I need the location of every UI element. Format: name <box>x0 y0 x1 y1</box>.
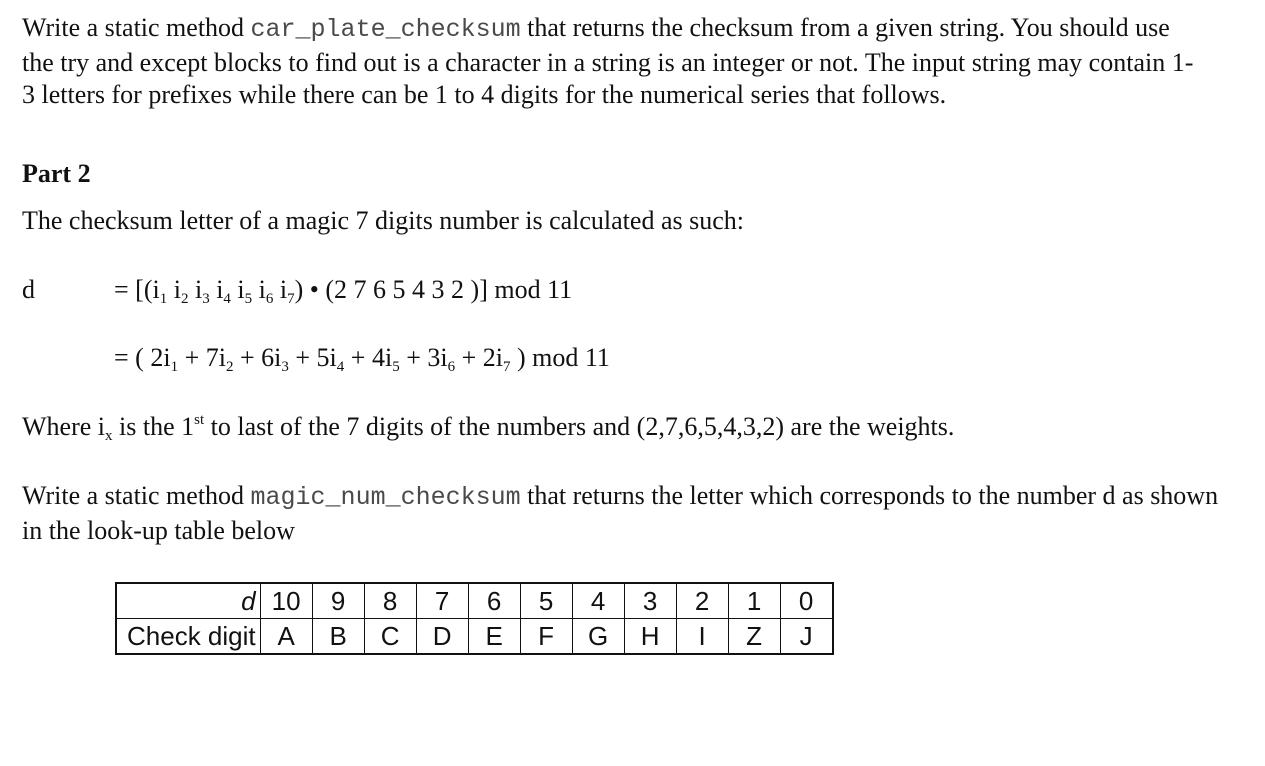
eq2-term-coef: 7 <box>205 343 219 372</box>
part2-heading: Part 2 <box>22 159 91 188</box>
table-row-check-digit <box>116 619 833 655</box>
where-text-3: to last of the 7 digits of the numbers and (2,7,6,5,4,3,2) are the weights. <box>204 412 955 441</box>
eq2-term-coef: 3 <box>427 343 441 372</box>
eq1-term-sub: 5 <box>244 291 253 307</box>
table-cell-d-value: 7 <box>416 583 468 619</box>
checksum-intro: The checksum letter of a magic 7 digits number is calculated as such: <box>22 206 744 235</box>
eq1-close: ) • (2 7 6 5 4 3 2 )] mod 11 <box>294 275 573 304</box>
table-cell-check-digit: F <box>520 619 572 655</box>
eq1-term-sub: 6 <box>265 291 274 307</box>
table-row-d <box>116 583 833 619</box>
table-cell-d-value: 6 <box>468 583 520 619</box>
eq2-term-base: i <box>495 343 503 372</box>
eq2-term-coef: 2 <box>150 343 164 372</box>
table-cell-check-digit: G <box>572 619 624 655</box>
eq1-term-sub: 4 <box>223 291 231 307</box>
method-text-end: that returns the letter which corresponds to the number d as shown in the look-up table below <box>22 481 1219 545</box>
weights-explanation <box>22 411 954 444</box>
method-name-car-plate-checksum: car_plate_checksum <box>250 15 521 44</box>
eq2-term-base: i <box>329 343 337 372</box>
table-cell-d-value: 1 <box>728 583 780 619</box>
eq1-term-base: i <box>279 275 288 304</box>
eq1-term-base: i <box>194 275 203 304</box>
equation-label-d: d <box>22 275 35 304</box>
table-cell-d-value: 9 <box>312 583 364 619</box>
where-text-2: is the 1 <box>112 412 195 441</box>
eq1-term-base: i <box>237 275 245 304</box>
eq1-term-base: i <box>216 275 224 304</box>
eq2-term-base: i <box>440 343 448 372</box>
eq2-open: = ( <box>114 343 151 372</box>
eq2-term-sub: 2 <box>225 359 234 375</box>
part1-text-start: Write a static method <box>22 13 251 42</box>
where-sub-x: x <box>105 428 113 444</box>
part2-method-paragraph <box>22 480 1222 547</box>
table-cell-check-digit: Z <box>728 619 780 655</box>
eq1-term-base: i <box>152 275 160 304</box>
table-cell-d-value: 10 <box>260 583 312 619</box>
part1-paragraph <box>22 12 1202 112</box>
eq2-term-sub: 3 <box>281 359 289 375</box>
part1-text-end: that returns the checksum from a given string. You should use the try and except blocks to find out is a character in a string is an integer or not. The input string may contain 1-3 letters for prefixes while there can be 1 to 4 digits for the numerical series that follows. <box>22 13 1194 109</box>
equation-dot-product <box>114 275 572 305</box>
eq2-term-coef: 5 <box>316 343 330 372</box>
table-header-check-digit: Check digit <box>116 619 260 655</box>
eq2-term-base: i <box>218 343 226 372</box>
table-header-d: d <box>116 583 260 619</box>
table-cell-d-value: 8 <box>364 583 416 619</box>
eq1-open: = [( <box>114 275 153 304</box>
eq2-term-base: i <box>163 343 171 372</box>
eq2-term-coef: 4 <box>371 343 385 372</box>
eq2-term-coef: 2 <box>482 343 496 372</box>
eq2-term-base: i <box>384 343 393 372</box>
eq1-term-sub: 1 <box>159 291 168 307</box>
eq2-term-sub: 1 <box>170 359 179 375</box>
equation-expanded: = ( $2i_1 + 7i_2 + 6i_3 + 5i_4 + 4i_5 + 3i_6 + 2i_7$ ) mod 11 <box>114 343 610 375</box>
table-cell-check-digit: I <box>676 619 728 655</box>
table-cell-d-value: 4 <box>572 583 624 619</box>
eq2-term-sub: 4 <box>336 359 345 375</box>
table-cell-check-digit: B <box>312 619 364 655</box>
eq2-term-sub: 5 <box>392 359 400 375</box>
eq1-term-sub: 7 <box>287 291 295 307</box>
method-name-magic-num-checksum: magic_num_checksum <box>250 483 521 512</box>
eq2-term-coef: 6 <box>261 343 275 372</box>
table-cell-d-value: 0 <box>780 583 833 619</box>
table-cell-check-digit: H <box>624 619 676 655</box>
eq2-term-sub: 7 <box>503 359 511 375</box>
table-cell-d-value: 2 <box>676 583 728 619</box>
eq2-term-base: i <box>274 343 282 372</box>
table-cell-check-digit: A <box>260 619 312 655</box>
eq1-term-base: i <box>173 275 181 304</box>
eq1-term-sub: 2 <box>180 291 189 307</box>
method-text-start: Write a static method <box>22 481 251 510</box>
where-sup-st: st <box>194 412 205 428</box>
table-cell-check-digit: E <box>468 619 520 655</box>
eq1-term-base: i <box>258 275 266 304</box>
eq1-term-sub: 3 <box>202 291 210 307</box>
where-text-1: Where i <box>22 412 106 441</box>
eq2-term-sub: 6 <box>447 359 456 375</box>
table-cell-d-value: 3 <box>624 583 676 619</box>
table-cell-d-value: 5 <box>520 583 572 619</box>
table-cell-check-digit: J <box>780 619 833 655</box>
eq2-close: ) mod 11 <box>510 343 610 372</box>
table-cell-check-digit: D <box>416 619 468 655</box>
lookup-table <box>115 582 834 655</box>
table-cell-check-digit: C <box>364 619 416 655</box>
